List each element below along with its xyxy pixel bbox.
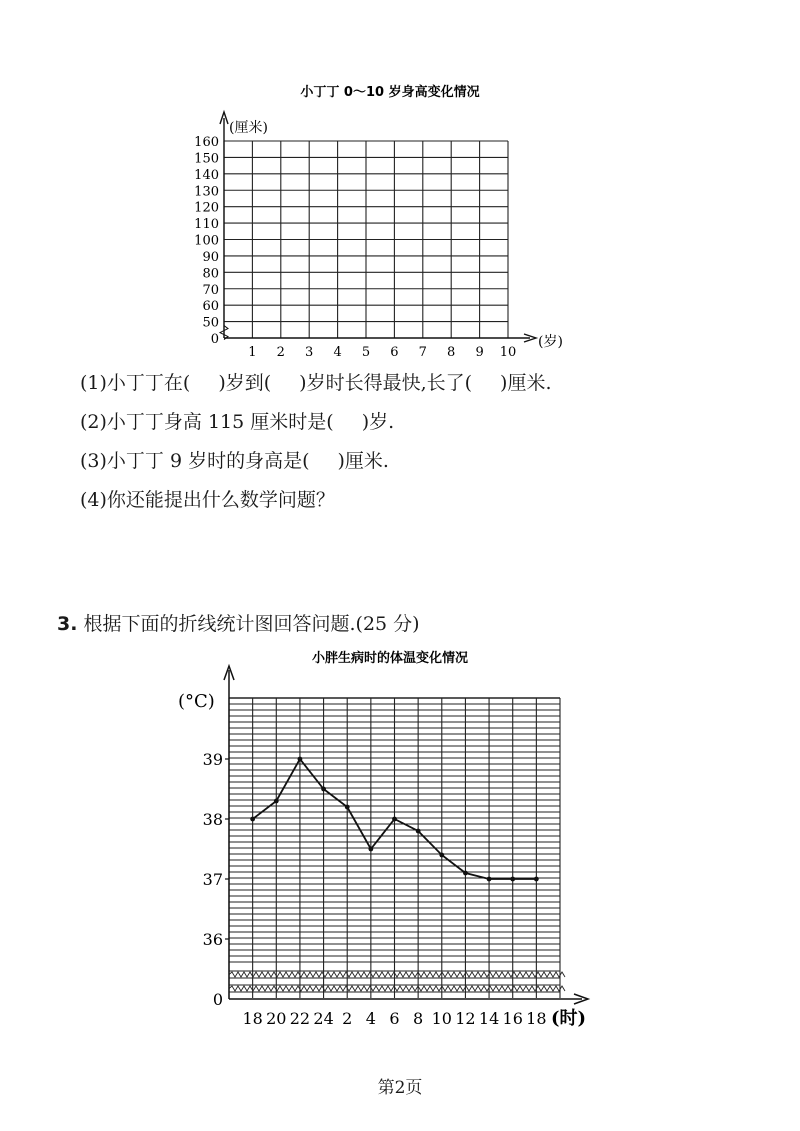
- chart1-ytick-label: 60: [202, 299, 219, 315]
- chart2-xtick-label: 20: [266, 1009, 287, 1028]
- question-4: [80, 485, 335, 512]
- chart1-ytick-label: 80: [202, 266, 219, 282]
- chart2-ytick-label: 0: [212, 990, 223, 1009]
- chart2-ytick-label: 36: [202, 930, 223, 949]
- chart2-xtick-label: 24: [313, 1009, 334, 1028]
- chart2-ytick-label: 37: [202, 870, 223, 889]
- chart2-data-point: [250, 817, 255, 822]
- question-1-text-a: 小丁丁在(: [106, 372, 191, 394]
- chart1-ylabel: (厘米): [229, 120, 268, 136]
- chart1-xtick-label: 1: [248, 345, 257, 360]
- chart1-grid: [224, 141, 508, 338]
- chart1-xtick-label: 7: [418, 345, 427, 360]
- section-3-heading: [57, 609, 420, 636]
- chart1-ytick-label: 160: [194, 135, 219, 150]
- chart2-data-point: [416, 829, 421, 834]
- chart2-data-point: [534, 877, 539, 882]
- chart2-ylabel: (°C): [178, 691, 215, 712]
- chart2-xtick-label: 22: [289, 1009, 311, 1028]
- chart2-xtick-label: 6: [389, 1009, 400, 1028]
- chart2-data-point: [392, 817, 397, 822]
- question-2-text-b: )岁.: [361, 411, 395, 433]
- chart1-ytick-label: 130: [194, 184, 219, 200]
- chart2-ytick-label: 39: [202, 750, 223, 769]
- chart1-xtick-label: 5: [361, 345, 371, 360]
- chart1-title: 小丁丁 0～10 岁身高变化情况: [300, 85, 480, 100]
- chart2-ytick-label: 38: [202, 810, 223, 829]
- chart2-xlabel: (时): [551, 1008, 587, 1029]
- chart1-xtick-label: 4: [333, 345, 342, 360]
- chart1-ytick-label: 100: [194, 233, 219, 249]
- chart2-xtick-label: 10: [431, 1009, 452, 1028]
- chart1-xtick-label: 3: [305, 345, 314, 360]
- section-3-number: 3.: [57, 613, 78, 635]
- question-2-text-a: 小丁丁身高 115 厘米时是(: [106, 411, 334, 433]
- chart1-xtick-labels: [248, 345, 516, 360]
- question-1-text-d: )厘米.: [500, 372, 552, 394]
- chart2-data-point: [274, 799, 279, 804]
- chart2-break-zigzag: [229, 972, 565, 977]
- chart1-xlabel: (岁): [538, 334, 563, 350]
- chart1-ytick-label: 120: [194, 200, 219, 216]
- question-2: [80, 407, 394, 434]
- chart2-grid: [229, 698, 560, 998]
- section-3-text: 根据下面的折线统计图回答问题.(25 分): [83, 613, 420, 635]
- chart2-data-point: [345, 805, 350, 810]
- chart2-xtick-label: 18: [526, 1009, 547, 1028]
- chart2-data-point: [463, 871, 468, 876]
- chart2-xtick-label: 2: [342, 1009, 353, 1028]
- chart1-xtick-label: 2: [276, 345, 285, 360]
- chart1-ytick-label: 140: [194, 167, 219, 183]
- chart2-data-point: [298, 757, 303, 762]
- chart2-xtick-labels: [242, 1009, 546, 1028]
- chart1-ytick-label: 90: [202, 249, 219, 265]
- chart2-data-point: [510, 877, 515, 882]
- question-4-number: (4): [80, 489, 107, 511]
- chart1-xtick-label: 6: [390, 345, 399, 360]
- chart2-xtick-label: 4: [365, 1009, 376, 1028]
- question-3-number: (3): [80, 450, 107, 472]
- question-1-number: (1): [80, 372, 107, 394]
- question-1: [80, 368, 552, 395]
- chart1-ytick-label: 70: [202, 282, 219, 298]
- chart2-xtick-label: 12: [455, 1009, 476, 1028]
- question-2-number: (2): [80, 411, 107, 433]
- chart2-data-point: [439, 853, 444, 858]
- question-4-text: 你还能提出什么数学问题？: [106, 489, 335, 511]
- chart1-ytick-label: 0: [210, 332, 219, 347]
- question-3: [80, 446, 389, 473]
- chart2-data-point: [321, 787, 326, 792]
- chart2-axis-break: [229, 971, 565, 992]
- chart2-title: 小胖生病时的体温变化情况: [311, 651, 469, 666]
- chart2-data-point: [368, 847, 373, 852]
- chart2-xtick-label: 18: [242, 1009, 263, 1028]
- chart2-ytick-labels: [203, 750, 229, 1009]
- chart2-xtick-label: 8: [413, 1009, 424, 1028]
- chart2-data-point: [487, 877, 492, 882]
- chart2-xtick-label: 14: [478, 1009, 500, 1028]
- chart1-xtick-label: 10: [499, 345, 517, 360]
- chart1-ytick-label: 50: [202, 315, 219, 331]
- question-1-text-c: )岁时长得最快,长了(: [299, 372, 473, 394]
- question-3-text-a: 小丁丁 9 岁时的身高是(: [106, 450, 310, 472]
- chart1-axes: [220, 112, 536, 342]
- chart1-xtick-label: 8: [447, 345, 456, 360]
- chart1-ytick-label: 150: [194, 151, 219, 167]
- chart2-break-zigzag: [229, 986, 565, 991]
- chart2-xtick-label: 16: [502, 1009, 523, 1028]
- page-number: 第2页: [377, 1078, 423, 1098]
- chart1-xtick-label: 9: [475, 345, 484, 360]
- question-1-text-b: )岁到(: [218, 372, 272, 394]
- chart1-ytick-label: 110: [194, 217, 219, 233]
- chart2-axes: [224, 666, 588, 1004]
- chart1-ytick-labels: [194, 135, 219, 347]
- question-3-text-b: )厘米.: [337, 450, 389, 472]
